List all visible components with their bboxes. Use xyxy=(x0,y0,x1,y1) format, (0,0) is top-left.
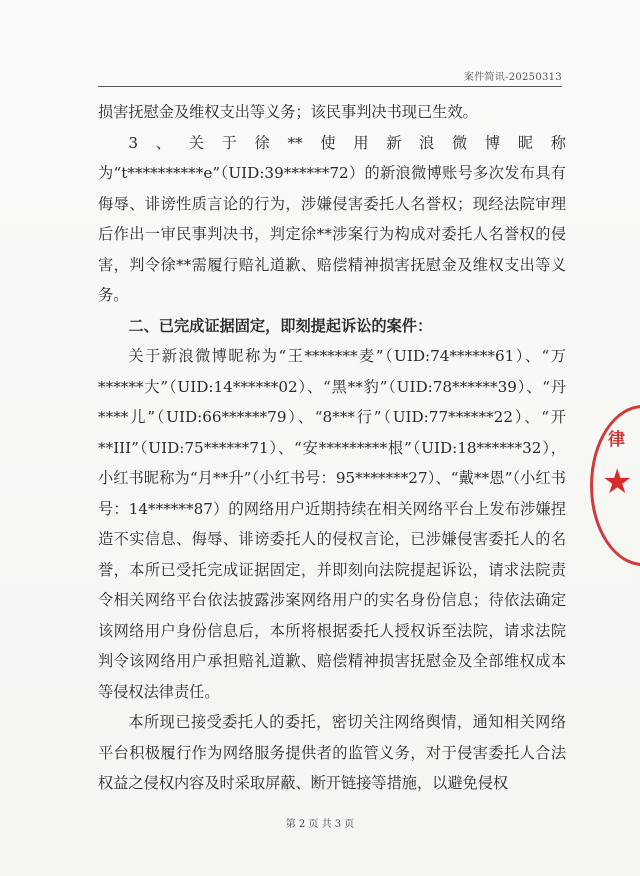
section-heading: 二、已完成证据固定，即刻提起诉讼的案件： xyxy=(128,316,433,335)
paragraph-continuation: 损害抚慰金及维权支出等义务；该民事判决书现已生效。 xyxy=(98,103,478,121)
paragraph-case-3: 3、关于徐**使用新浪微博昵称为“t**********e”（UID:39******72）的新浪微博账号多次发布具有侮辱、诽谤性质言论的行为，涉嫌侵害委托人名誉权；现经法院审理后作出一审民事判决书，判定徐**涉案行为构成对委托人名誉权的侵害，判令徐**需履行赔礼道歉、赔偿精神损害抚慰金及维权支出等义务。 xyxy=(98,133,566,304)
header-divider xyxy=(98,86,562,87)
seal-star-icon: ★ xyxy=(602,462,633,502)
seal-character: 律 xyxy=(608,430,625,450)
paragraph-pending-cases: 关于新浪微博昵称为“王*******麦”（UID:74******61）、“万******大”（UID:14******02）、“黑**豹”（UID:78******39）、“丹****儿”（UID:66******79）、“8***行”（UID:77******22）、“开**III”（UID:75******71）、“安*********根”（UID:18******32），小红书昵称为“月**升”（小红书号：95*******27）、“戴**恩”（小红书号：14******87）的网络用户近期持续在相关网络平台上发布涉嫌捏造不实信息、侮辱、诽谤委托人的侵权言论，已涉嫌侵害委托人的名誉，本所已受托完成证据固定，并即刻向法院提起诉讼，请求法院责令相关网络平台依法披露涉案网络用户的实名身份信息；待依法确定该网络用户身份信息后，本所将根据委托人授权诉至法院，请求法院判令该网络用户承担赔礼道歉、赔偿精神损害抚慰金及全部维权成本等侵权法律责任。 xyxy=(98,347,566,701)
paragraph-commission: 本所现已接受委托人的委托，密切关注网络舆情，通知相关网络平台积极履行作为网络服务提供者的监管义务，对于侵害委托人合法权益之侵权内容及时采取屏蔽、断开链接等措施，以避免侵权 xyxy=(98,713,566,792)
case-reference: 案件简讯-20250313 xyxy=(463,72,562,83)
document-body xyxy=(98,97,566,799)
page-number: 第 2 页 共 3 页 xyxy=(285,819,355,830)
